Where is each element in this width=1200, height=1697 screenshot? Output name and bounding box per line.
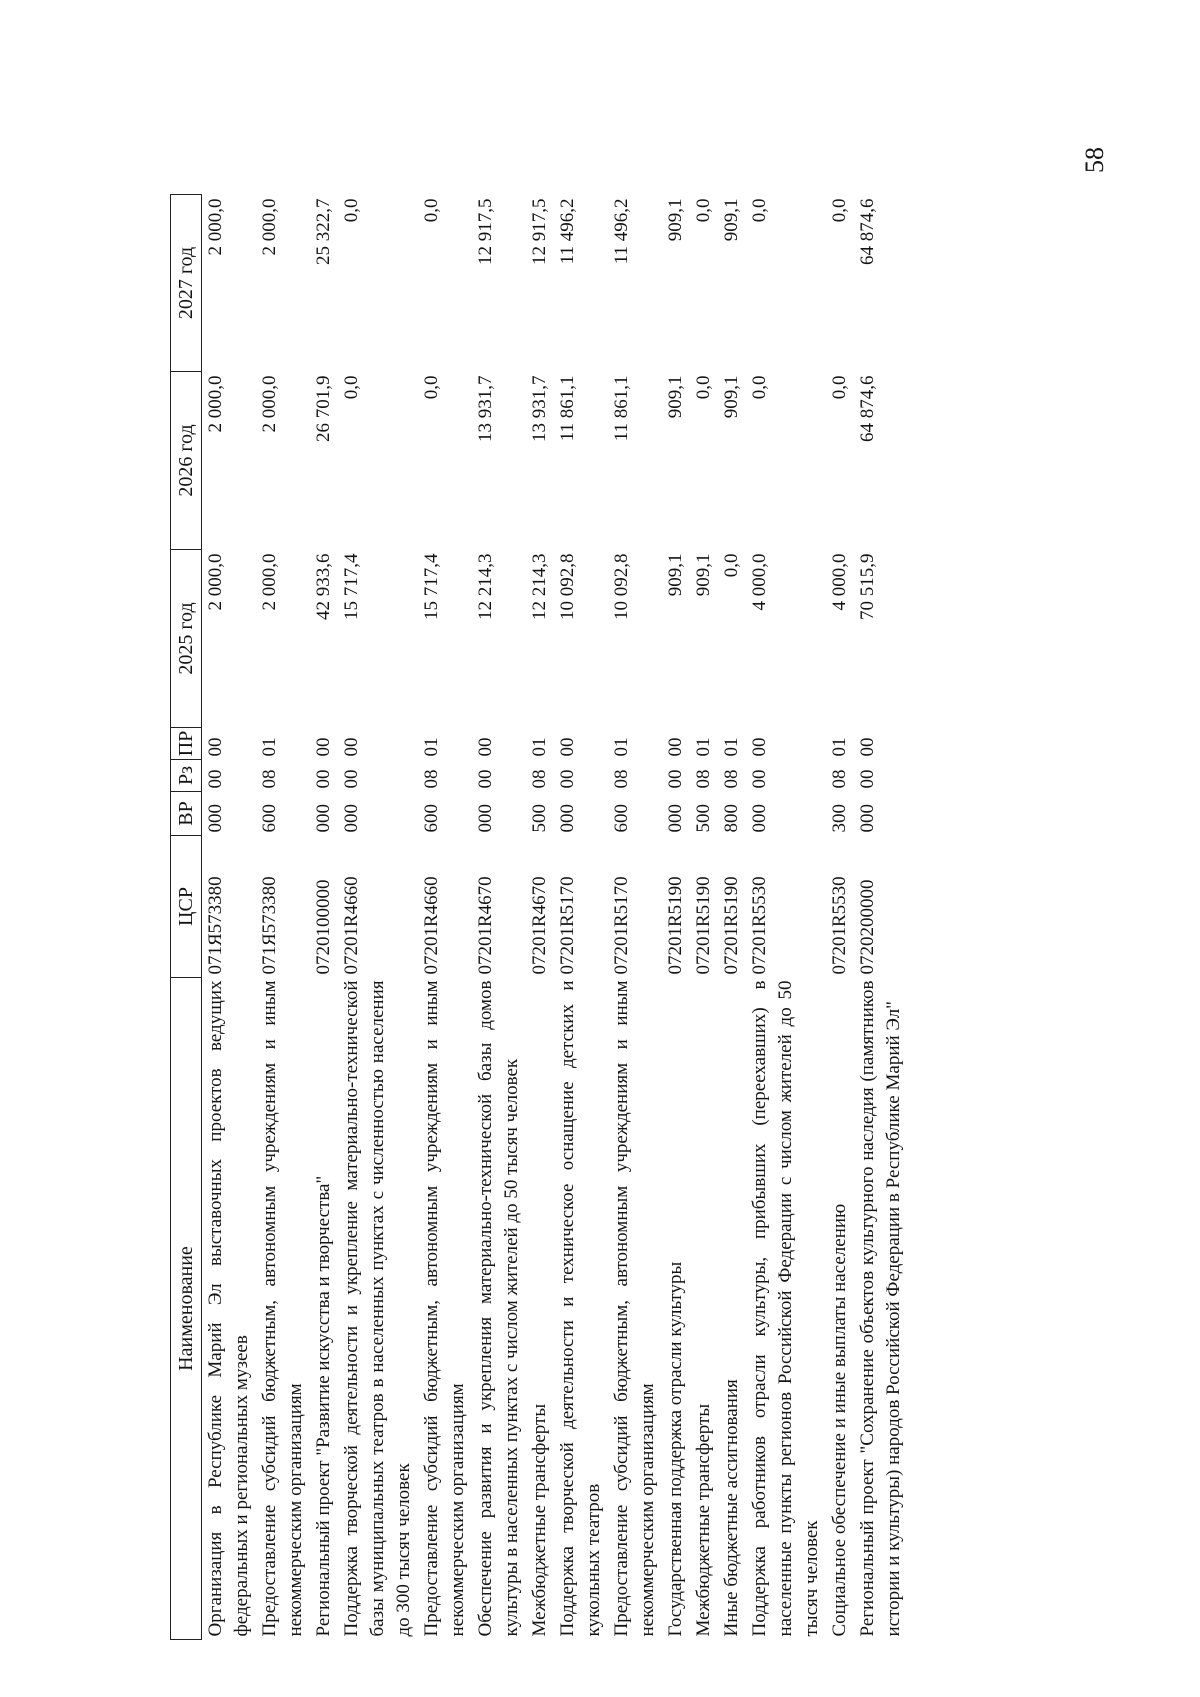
row-value-2027: 64 874,6 <box>857 198 878 265</box>
row-csr: 07201R5530 <box>749 876 770 975</box>
row-value-2025: 4 000,0 <box>829 553 850 611</box>
row-value-2025: 2 000,0 <box>205 553 226 611</box>
row-value-2026: 0,0 <box>341 375 362 400</box>
table-header <box>171 195 202 1640</box>
row-pr: 01 <box>721 737 742 757</box>
row-name: Предоставление субсидий бюджетным, автономным учреждениям и иным некоммерческим организациям <box>421 980 468 1637</box>
row-vr: 500 <box>529 804 550 833</box>
row-name: Региональный проект "Развитие искусства и творчества" <box>313 1175 334 1637</box>
row-value-2027: 0,0 <box>693 198 714 223</box>
row-value-2026: 64 874,6 <box>857 375 878 442</box>
row-rz: 08 <box>611 769 632 789</box>
table-row <box>718 195 746 1640</box>
row-pr: 00 <box>205 737 226 757</box>
row-vr: 000 <box>205 804 226 833</box>
row-name: Обеспечение развития и укрепления материально-технической базы домов культуры в населенных пунктах с числом жителей до 50 тысяч человек <box>475 980 522 1637</box>
row-csr: 07201R5530 <box>829 876 850 975</box>
row-name: Поддержка творческой деятельности и укрепление материально-технической базы муниципальных театров в населенных пунктах с численностью населения до 300 тысяч человек <box>341 980 414 1637</box>
row-value-2025: 909,1 <box>665 553 686 597</box>
row-pr: 01 <box>421 737 442 757</box>
table-row <box>690 195 718 1640</box>
row-vr: 000 <box>665 804 686 833</box>
row-value-2027: 12 917,5 <box>529 198 550 265</box>
row-vr: 000 <box>857 804 878 833</box>
row-csr: 07201R4660 <box>421 876 442 975</box>
row-pr: 00 <box>749 737 770 757</box>
row-value-2026: 13 931,7 <box>529 375 550 442</box>
row-csr: 071Я573380 <box>205 876 226 975</box>
row-value-2026: 0,0 <box>829 375 850 400</box>
row-vr: 000 <box>749 804 770 833</box>
row-csr: 071Я573380 <box>259 876 280 975</box>
row-value-2026: 909,1 <box>665 375 686 419</box>
row-name: Иные бюджетные ассигнования <box>721 1379 742 1637</box>
row-csr: 07201R5190 <box>693 876 714 975</box>
row-name: Межбюджетные трансферты <box>693 1403 714 1637</box>
row-rz: 00 <box>205 769 226 789</box>
row-vr: 000 <box>475 804 496 833</box>
row-pr: 00 <box>313 737 334 757</box>
row-rz: 08 <box>529 769 550 789</box>
table-row <box>256 195 310 1640</box>
row-rz: 08 <box>721 769 742 789</box>
table-body <box>202 195 914 1640</box>
row-rz: 08 <box>259 769 280 789</box>
row-name: Социальное обеспечение и иные выплаты населению <box>829 1203 850 1637</box>
row-value-2025: 15 717,4 <box>421 553 442 620</box>
table-row <box>746 195 826 1640</box>
row-name: Поддержка работников отрасли культуры, прибывших (переехавших) в населенные пункты регионов Российской Федерации с числом жителей до 50 тысяч человек <box>749 980 822 1637</box>
row-value-2026: 0,0 <box>749 375 770 400</box>
row-pr: 01 <box>259 737 280 757</box>
table-row <box>418 195 472 1640</box>
row-rz: 08 <box>693 769 714 789</box>
row-rz: 00 <box>557 769 578 789</box>
row-name: Региональный проект "Сохранение объектов культурного наследия (памятников истории и культуры) народов Российской Федерации в Республике Марий Эл" <box>857 980 904 1637</box>
row-csr: 07201R4670 <box>529 876 550 975</box>
row-pr: 00 <box>665 737 686 757</box>
row-csr: 07201R5190 <box>721 876 742 975</box>
header-rz: Рз <box>171 760 202 792</box>
row-csr: 0720200000 <box>857 879 878 975</box>
row-value-2027: 2 000,0 <box>259 198 280 256</box>
row-rz: 00 <box>313 769 334 789</box>
row-value-2027: 2 000,0 <box>205 198 226 256</box>
row-rz: 00 <box>749 769 770 789</box>
header-name: Наименование <box>171 978 202 1640</box>
table-row <box>662 195 690 1640</box>
table-row <box>310 195 338 1640</box>
row-vr: 600 <box>421 804 442 833</box>
header-2026: 2026 год <box>171 372 202 550</box>
row-vr: 800 <box>721 804 742 833</box>
row-pr: 00 <box>857 737 878 757</box>
row-value-2026: 11 861,1 <box>557 375 578 442</box>
row-value-2025: 15 717,4 <box>341 553 362 620</box>
row-value-2027: 25 322,7 <box>313 198 334 265</box>
row-value-2026: 2 000,0 <box>259 375 280 433</box>
row-name: Поддержка творческой деятельности и техническое оснащение детских и кукольных театров <box>557 980 604 1637</box>
header-2025: 2025 год <box>171 550 202 728</box>
row-value-2025: 70 515,9 <box>857 553 878 620</box>
row-pr: 01 <box>611 737 632 757</box>
row-value-2027: 0,0 <box>341 198 362 223</box>
row-value-2025: 42 933,6 <box>313 553 334 620</box>
rotated-table-area <box>170 195 1180 1640</box>
table-row <box>826 195 854 1640</box>
row-value-2026: 13 931,7 <box>475 375 496 442</box>
row-value-2026: 2 000,0 <box>205 375 226 433</box>
table-row <box>854 195 913 1640</box>
row-value-2025: 10 092,8 <box>611 553 632 620</box>
row-rz: 00 <box>857 769 878 789</box>
row-value-2026: 26 701,9 <box>313 375 334 442</box>
row-pr: 00 <box>341 737 362 757</box>
row-vr: 500 <box>693 804 714 833</box>
row-rz: 00 <box>341 769 362 789</box>
row-pr: 01 <box>693 737 714 757</box>
row-value-2025: 12 214,3 <box>475 553 496 620</box>
row-value-2026: 0,0 <box>693 375 714 400</box>
row-vr: 000 <box>313 804 334 833</box>
page-number: 58 <box>1080 147 1109 173</box>
row-csr: 07201R4670 <box>475 876 496 975</box>
header-2027: 2027 год <box>171 195 202 372</box>
row-value-2027: 11 496,2 <box>611 198 632 265</box>
row-vr: 600 <box>259 804 280 833</box>
row-value-2027: 11 496,2 <box>557 198 578 265</box>
row-name: Государственная поддержка отрасли культуры <box>665 1261 686 1637</box>
row-name: Предоставление субсидий бюджетным, автономным учреждениям и иным некоммерческим организациям <box>259 980 306 1637</box>
header-vr: ВР <box>171 792 202 836</box>
row-value-2027: 909,1 <box>721 198 742 242</box>
budget-table <box>170 194 913 1640</box>
row-name: Межбюджетные трансферты <box>529 1403 550 1637</box>
row-rz: 00 <box>475 769 496 789</box>
row-value-2027: 0,0 <box>749 198 770 223</box>
row-value-2027: 0,0 <box>421 198 442 223</box>
row-value-2025: 12 214,3 <box>529 553 550 620</box>
table-row <box>608 195 662 1640</box>
row-value-2025: 4 000,0 <box>749 553 770 611</box>
row-value-2025: 10 092,8 <box>557 553 578 620</box>
row-name: Предоставление субсидий бюджетным, автономным учреждениям и иным некоммерческим организациям <box>611 980 658 1637</box>
table-row <box>472 195 526 1640</box>
table-row <box>338 195 418 1640</box>
row-value-2025: 909,1 <box>693 553 714 597</box>
row-value-2026: 11 861,1 <box>611 375 632 442</box>
table-row <box>526 195 554 1640</box>
row-rz: 00 <box>665 769 686 789</box>
row-value-2025: 0,0 <box>721 553 742 578</box>
row-value-2027: 909,1 <box>665 198 686 242</box>
row-csr: 0720100000 <box>313 879 334 975</box>
row-pr: 01 <box>829 737 850 757</box>
row-value-2027: 12 917,5 <box>475 198 496 265</box>
row-name: Организация в Республике Марий Эл выставочных проектов ведущих федеральных и региональных музеев <box>205 980 252 1637</box>
row-rz: 08 <box>421 769 442 789</box>
row-vr: 300 <box>829 804 850 833</box>
row-pr: 00 <box>557 737 578 757</box>
row-value-2026: 909,1 <box>721 375 742 419</box>
row-vr: 600 <box>611 804 632 833</box>
row-csr: 07201R5190 <box>665 876 686 975</box>
header-csr: ЦСР <box>171 836 202 978</box>
row-vr: 000 <box>557 804 578 833</box>
row-value-2026: 0,0 <box>421 375 442 400</box>
table-row <box>554 195 608 1640</box>
row-vr: 000 <box>341 804 362 833</box>
row-value-2027: 0,0 <box>829 198 850 223</box>
header-pr: ПР <box>171 728 202 760</box>
row-csr: 07201R5170 <box>611 876 632 975</box>
row-pr: 01 <box>529 737 550 757</box>
row-pr: 00 <box>475 737 496 757</box>
row-csr: 07201R5170 <box>557 876 578 975</box>
row-value-2025: 2 000,0 <box>259 553 280 611</box>
table-row <box>202 195 257 1640</box>
row-csr: 07201R4660 <box>341 876 362 975</box>
row-rz: 08 <box>829 769 850 789</box>
